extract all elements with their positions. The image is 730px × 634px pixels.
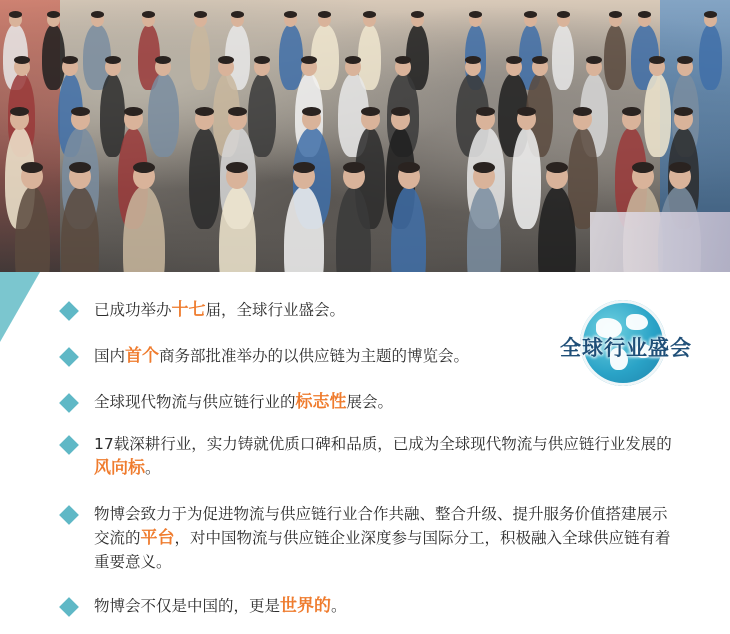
diamond-bullet-icon <box>59 393 79 413</box>
body-text: 国内 <box>94 347 126 365</box>
list-item-text <box>94 390 393 414</box>
list-item <box>62 298 672 322</box>
body-text: 全球现代物流与供应链行业的 <box>94 393 296 411</box>
highlight-text: 平台 <box>140 528 175 548</box>
body-text: 17载深耕行业，实力铸就优质口碑和品质，已成为全球现代物流与供应链行业发展的 <box>94 435 672 453</box>
highlight-text: 十七 <box>171 300 206 320</box>
diamond-bullet-icon <box>59 435 79 455</box>
highlight-text: 标志性 <box>295 392 347 412</box>
body-text: 展会。 <box>346 393 394 411</box>
diamond-bullet-icon <box>59 301 79 321</box>
list-item-text <box>94 432 672 480</box>
list-item <box>62 432 672 480</box>
list-item-text <box>94 502 672 574</box>
list-item <box>62 502 672 574</box>
list-item <box>62 594 672 618</box>
list-item <box>62 390 672 414</box>
body-text: 。 <box>145 459 161 477</box>
list-item-text <box>94 594 347 618</box>
body-text: 物博会不仅是中国的，更是 <box>94 597 281 615</box>
list-item-text <box>94 344 469 368</box>
highlight-text: 世界的 <box>280 596 332 616</box>
body-text: 届，全球行业盛会。 <box>205 301 346 319</box>
highlight-text: 首个 <box>125 346 160 366</box>
feature-list <box>0 272 730 634</box>
diamond-bullet-icon <box>59 347 79 367</box>
body-text: 。 <box>331 597 347 615</box>
highlight-text: 风向标 <box>94 458 145 478</box>
body-text: 已成功举办 <box>94 301 172 319</box>
body-text: 商务部批准举办的以供应链为主题的博览会。 <box>159 347 470 365</box>
hero-stand <box>590 212 730 272</box>
body-text: 物博会致力于为促进物流与供应链行业合作共融、整合升级、提升服务价值搭建展示交流的 <box>94 505 668 547</box>
diamond-bullet-icon <box>59 505 79 525</box>
list-item-text <box>94 298 345 322</box>
hero-photo <box>0 0 730 272</box>
list-item <box>62 344 672 368</box>
diamond-bullet-icon <box>59 597 79 617</box>
body-text: ，对中国物流与供应链企业深度参与国际分工，积极融入全球供应链有着重要意义。 <box>94 529 671 571</box>
badge-label: 全球行业盛会 <box>560 336 692 360</box>
